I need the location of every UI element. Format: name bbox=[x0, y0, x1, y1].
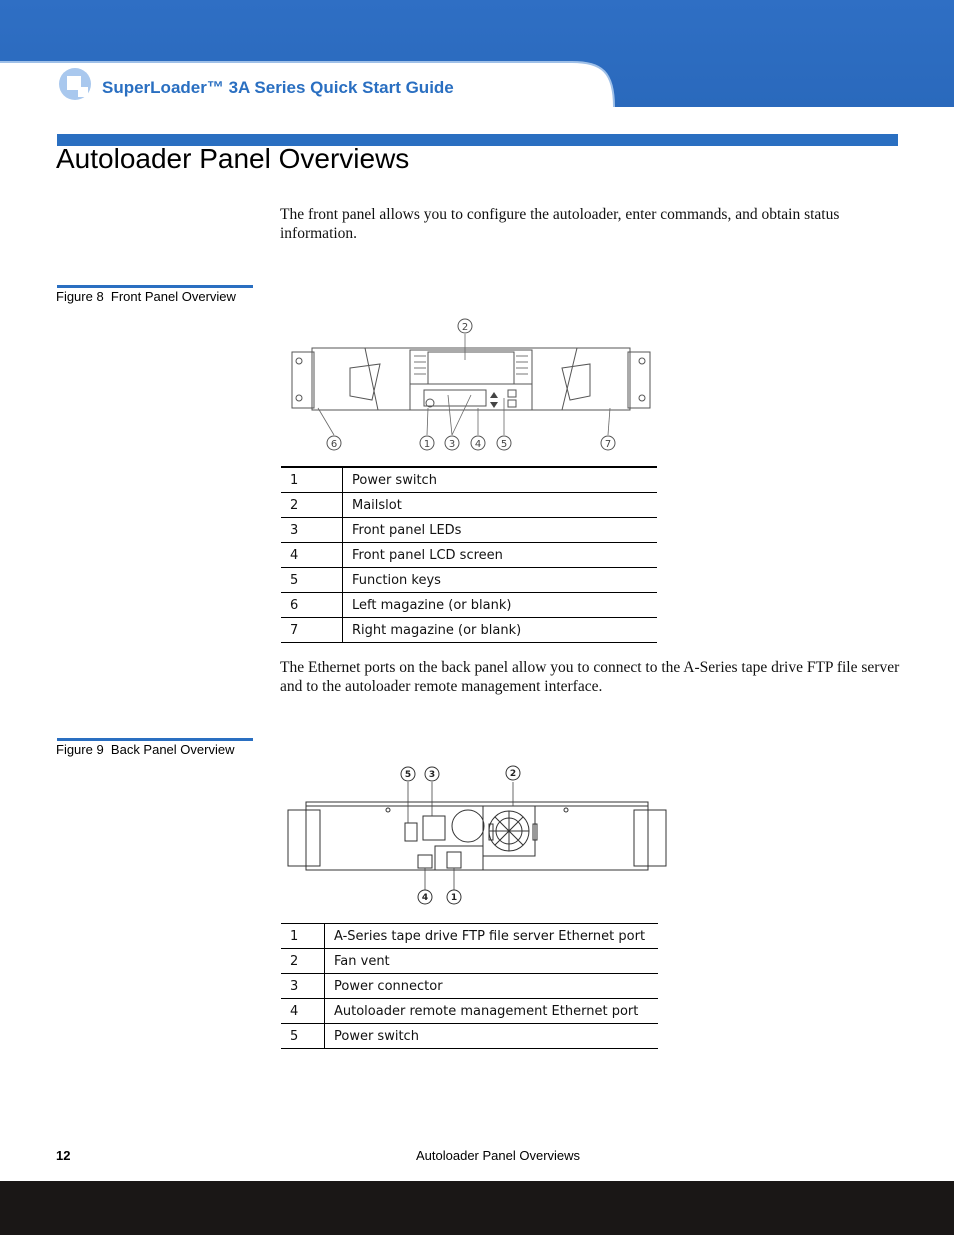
legend-label: A-Series tape drive FTP file server Ethernet port bbox=[325, 924, 659, 949]
legend-label: Power connector bbox=[325, 974, 659, 999]
legend-number: 5 bbox=[281, 1024, 325, 1049]
legend-label: Function keys bbox=[343, 568, 658, 593]
figure9-rule bbox=[57, 738, 253, 741]
figure9-callout: 2 bbox=[509, 769, 517, 779]
table-row bbox=[281, 924, 658, 949]
legend-number: 4 bbox=[281, 999, 325, 1024]
intro-paragraph: The front panel allows you to configure the autoloader, enter commands, and obtain status information. bbox=[280, 206, 840, 242]
legend-number: 6 bbox=[281, 593, 343, 618]
figure8-callout: 3 bbox=[448, 439, 456, 450]
table-row bbox=[281, 568, 657, 593]
table-row bbox=[281, 949, 658, 974]
figure9-callout: 1 bbox=[450, 893, 458, 903]
figure8-callout: 7 bbox=[604, 439, 612, 450]
figure8-callout: 6 bbox=[330, 439, 338, 450]
table-row bbox=[281, 999, 658, 1024]
figure9-callout: 3 bbox=[428, 770, 436, 780]
table-row bbox=[281, 467, 657, 493]
legend-number: 4 bbox=[281, 543, 343, 568]
legend-label: Left magazine (or blank) bbox=[343, 593, 658, 618]
table-row bbox=[281, 974, 658, 999]
guide-title: SuperLoader™ 3A Series Quick Start Guide bbox=[102, 78, 454, 97]
table-row bbox=[281, 593, 657, 618]
legend-label: Right magazine (or blank) bbox=[343, 618, 658, 643]
figure9-caption: Figure 9 Back Panel Overview bbox=[56, 742, 235, 757]
figure8-callout: 5 bbox=[500, 439, 508, 450]
table-row bbox=[281, 618, 657, 643]
table-row bbox=[281, 493, 657, 518]
figure9-callout: 4 bbox=[421, 893, 429, 903]
legend-number: 5 bbox=[281, 568, 343, 593]
quantum-logo-icon bbox=[58, 67, 92, 101]
front-panel-legend-table bbox=[281, 466, 657, 643]
back-panel-legend-table bbox=[281, 923, 658, 1049]
legend-number: 1 bbox=[281, 924, 325, 949]
ethernet-paragraph: The Ethernet ports on the back panel allow you to connect to the A-Series tape drive FTP file server and to the autoloader remote management interface. bbox=[280, 659, 900, 695]
legend-label: Fan vent bbox=[325, 949, 659, 974]
legend-label: Power switch bbox=[343, 467, 658, 493]
table-row bbox=[281, 1024, 658, 1049]
legend-number: 2 bbox=[281, 493, 343, 518]
legend-label: Autoloader remote management Ethernet port bbox=[325, 999, 659, 1024]
front-panel-illustration bbox=[280, 312, 660, 457]
back-panel-illustration bbox=[284, 762, 670, 910]
footer-section-title: Autoloader Panel Overviews bbox=[416, 1148, 581, 1163]
figure9-callout: 5 bbox=[404, 770, 412, 780]
footer-band bbox=[0, 1181, 954, 1235]
table-row bbox=[281, 518, 657, 543]
legend-label: Front panel LCD screen bbox=[343, 543, 658, 568]
table-row bbox=[281, 543, 657, 568]
figure8-caption: Figure 8 Front Panel Overview bbox=[56, 289, 236, 304]
legend-number: 3 bbox=[281, 518, 343, 543]
legend-label: Front panel LEDs bbox=[343, 518, 658, 543]
figure8-callout: 1 bbox=[423, 439, 431, 450]
legend-number: 7 bbox=[281, 618, 343, 643]
legend-number: 1 bbox=[281, 467, 343, 493]
page-heading: Autoloader Panel Overviews bbox=[56, 143, 410, 174]
legend-number: 2 bbox=[281, 949, 325, 974]
figure8-callout: 4 bbox=[474, 439, 482, 450]
figure8-callout: 2 bbox=[461, 322, 469, 333]
legend-number: 3 bbox=[281, 974, 325, 999]
figure8-rule bbox=[57, 285, 253, 288]
legend-label: Power switch bbox=[325, 1024, 659, 1049]
legend-label: Mailslot bbox=[343, 493, 658, 518]
page-number: 12 bbox=[56, 1148, 71, 1163]
